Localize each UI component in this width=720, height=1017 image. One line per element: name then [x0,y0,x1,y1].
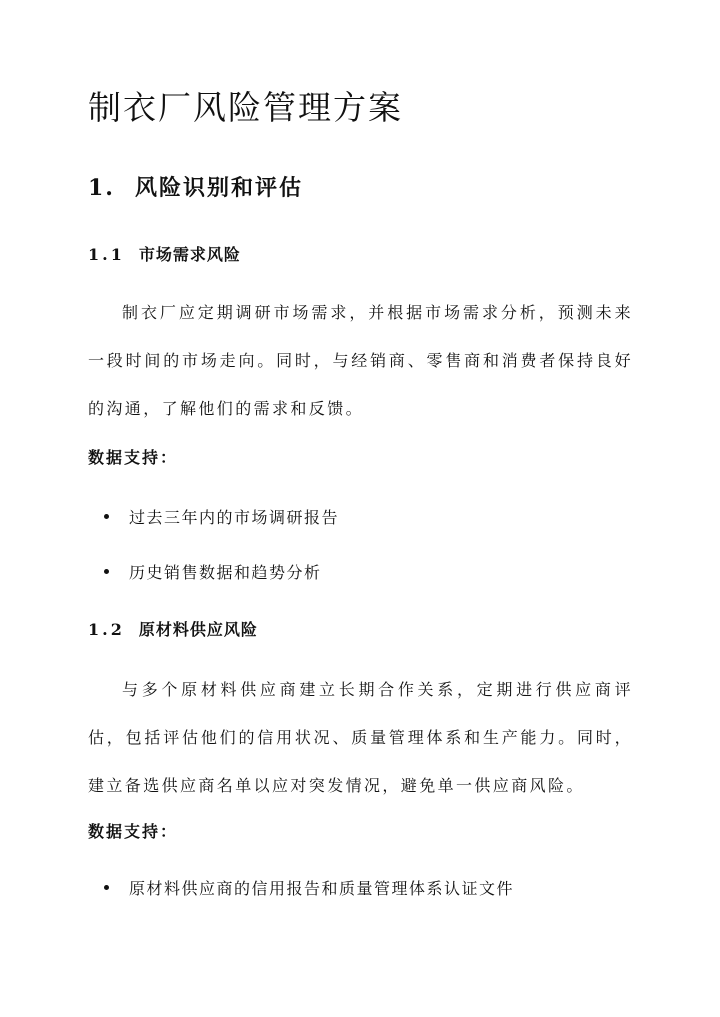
bullet-icon [104,885,109,890]
paragraph-market-demand: 制衣厂应定期调研市场需求，并根据市场需求分析，预测未来一段时间的市场走向。同时，与经销商、零售商和消费者保持良好的沟通，了解他们的需求和反馈。 [88,303,633,418]
subsection-heading-1-1 [88,243,241,267]
section-title: 风险识别和评估 [134,175,303,201]
subsection-number: 1.2 [88,620,125,639]
data-support-label: 数据支持： [88,448,179,467]
list-item [104,877,514,901]
subsection-heading-1-2 [88,618,258,642]
list-item-text: 过去三年内的市场调研报告 [129,508,340,527]
list-item-text: 原材料供应商的信用报告和质量管理体系认证文件 [129,879,515,898]
section-heading-1 [88,172,303,204]
subsection-title: 原材料供应风险 [138,620,258,639]
bullet-icon [104,569,109,574]
list-item-text: 历史销售数据和趋势分析 [129,563,322,582]
subsection-number: 1.1 [88,245,125,264]
list-item [104,561,322,585]
subsection-title: 市场需求风险 [138,245,241,264]
data-support-label: 数据支持： [88,822,179,841]
section-number: 1. [88,175,115,201]
bullet-icon [104,514,109,519]
paragraph-material-supply: 与多个原材料供应商建立长期合作关系，定期进行供应商评估，包括评估他们的信用状况、质量管理体系和生产能力。同时，建立备选供应商名单以应对突发情况，避免单一供应商风险。 [88,680,633,795]
list-item [104,506,339,530]
document-title: 制衣厂风险管理方案 [88,88,403,127]
